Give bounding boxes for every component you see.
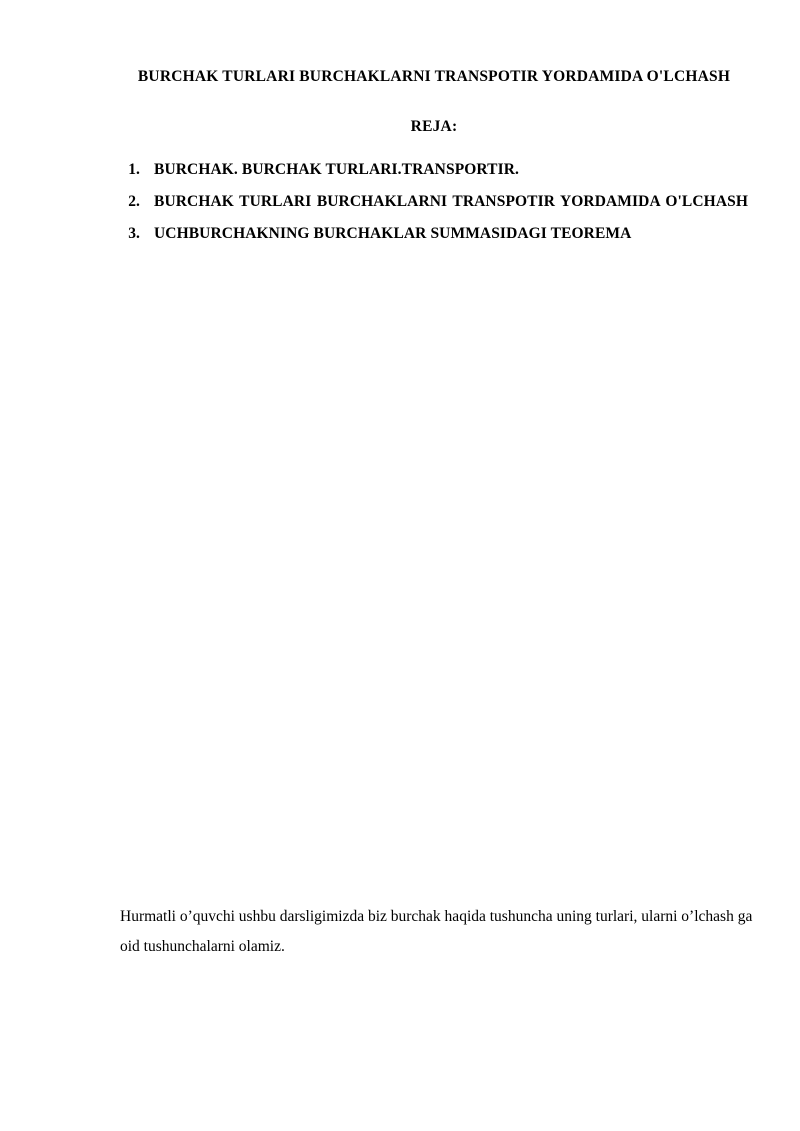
plan-item-3-label: 3. UCHBURCHAKNING BURCHAKLAR SUMMASIDAGI TEOREMA [154,225,632,243]
plan-item-2-label: 2. BURCHAK TURLARI BURCHAKLARNI TRANSPOTIR YORDAMIDA O'LCHASH [154,193,748,211]
intro-paragraph: Hurmatli o’quvchi ushbu darsligimizda biz burchak haqida tushuncha uning turlari, ularni o’lchash ga oid tushunchalarni olamiz. [120,908,753,956]
page-title: BURCHAK TURLARI BURCHAKLARNI TRANSPOTIR YORDAMIDA O'LCHASH [137,68,731,85]
plan-list [118,158,748,246]
list-item [144,158,740,182]
list-item [144,222,740,246]
plan-item-1-label: 1. BURCHAK. BURCHAK TURLARI.TRANSPORTIR. [154,161,520,179]
vertical-spacer [118,254,740,902]
list-item [144,190,748,214]
plan-heading: REJA: [410,118,458,136]
